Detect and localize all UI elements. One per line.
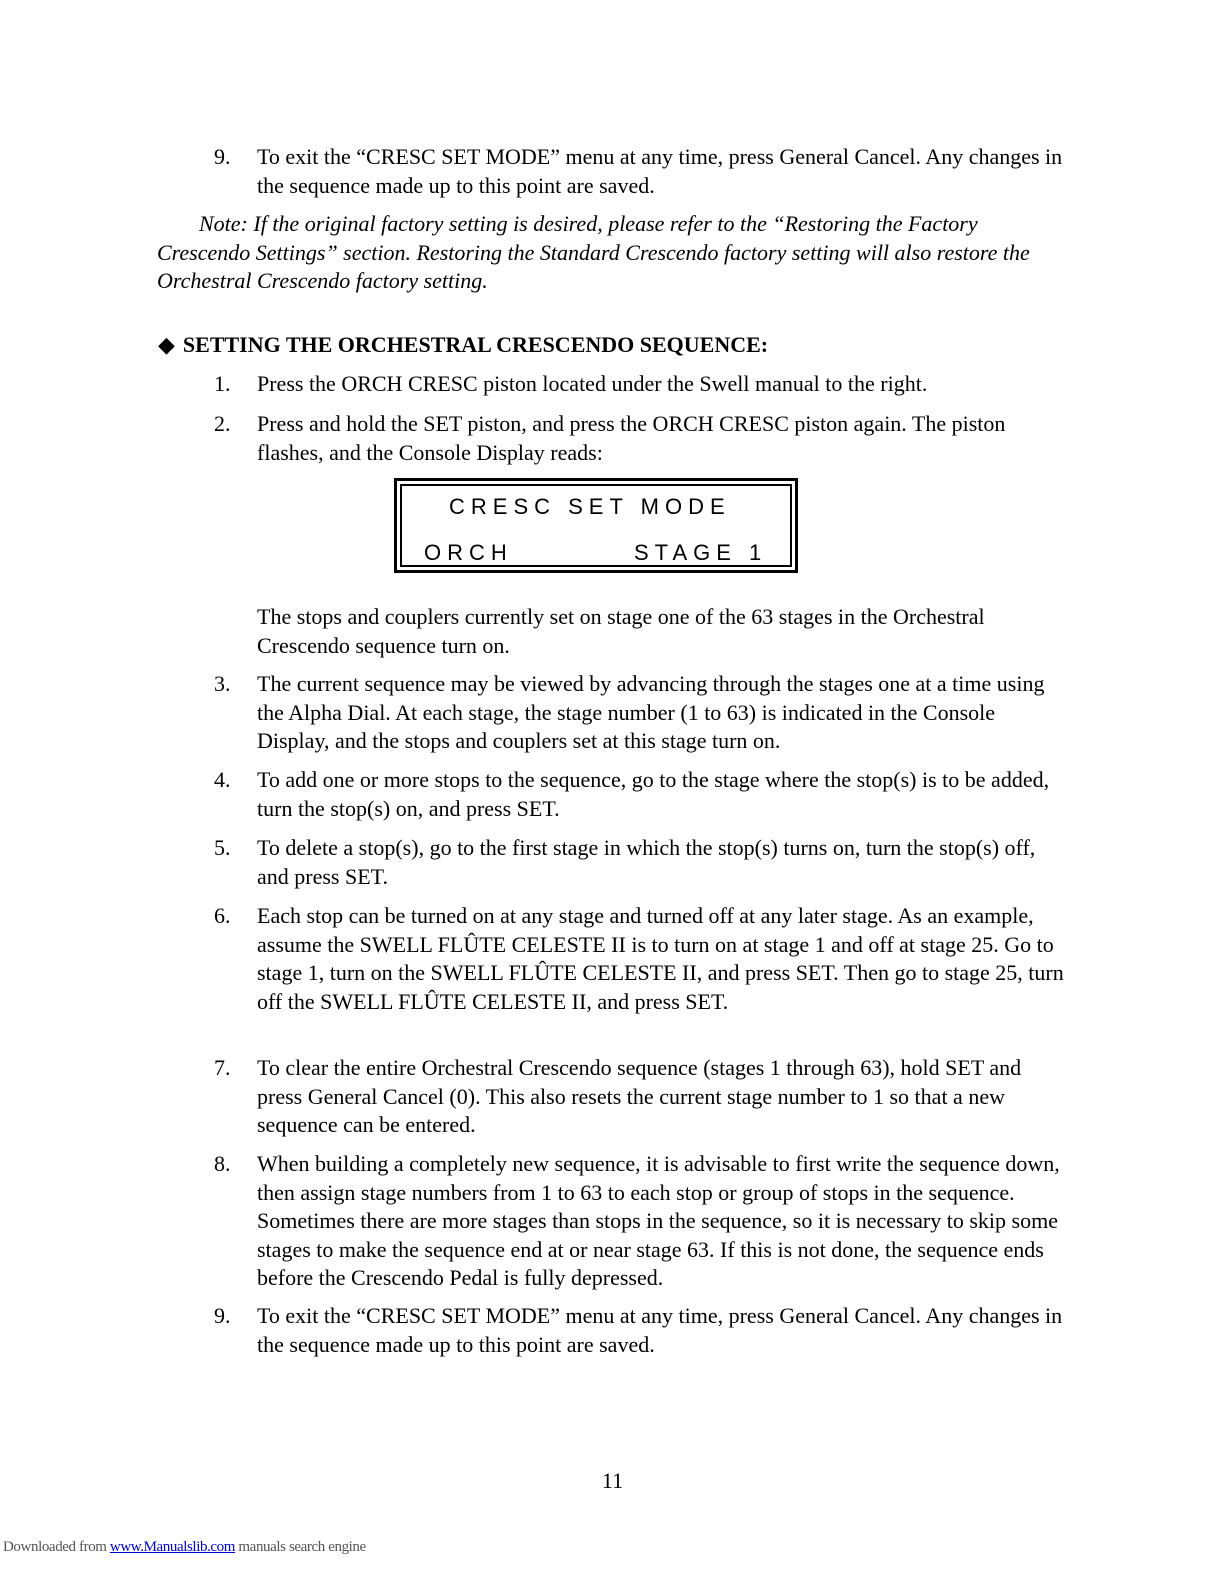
step-number: 7.	[214, 1055, 231, 1080]
step-text: To exit the “CRESC SET MODE” menu at any time, press General Cancel. Any changes in the sequence made up to this point are saved.	[257, 1303, 1063, 1357]
footer-prefix: Downloaded from	[3, 1539, 110, 1555]
step-text: The current sequence may be viewed by advancing through the stages one at a time using the Alpha Dial. At each stage, the stage number (1 to 63) is indicated in the Console Display, and the stops and couplers set at this stage turn on.	[257, 671, 1045, 753]
step-6	[214, 902, 1064, 1016]
step-2	[214, 410, 1064, 467]
step-9	[214, 1302, 1064, 1359]
section-heading	[158, 330, 768, 360]
step-3	[214, 670, 1064, 756]
step-number: 2.	[214, 411, 231, 436]
step-8	[214, 1150, 1064, 1293]
step-number: 9.	[214, 144, 231, 169]
step-number: 5.	[214, 835, 231, 860]
top-step-9	[214, 143, 1064, 200]
display-line-2-left: ORCH	[424, 540, 513, 565]
step-number: 6.	[214, 903, 231, 928]
step-number: 3.	[214, 671, 231, 696]
manualslib-link[interactable]: www.Manualslib.com	[109, 1539, 236, 1555]
step-text: Each stop can be turned on at any stage and turned off at any later stage. As an example, assume the SWELL FLÛTE CELESTE II is to turn on at stage 1 and off at stage 25. Go to stage 1, turn on the SWELL FLÛTE CELESTE II, and press SET. Then go to stage 25, turn off the SWELL FLÛTE CELESTE II, and press SET.	[257, 903, 1064, 1014]
step-1	[214, 370, 1064, 399]
display-line-1: CRESC SET MODE	[449, 494, 731, 519]
page-number: 11	[601, 1468, 624, 1493]
display-line-2-right: STAGE 1	[634, 540, 768, 565]
console-display	[394, 478, 798, 573]
step-text: To exit the “CRESC SET MODE” menu at any time, press General Cancel. Any changes in the sequence made up to this point are saved.	[257, 144, 1063, 198]
step-number: 1.	[214, 371, 231, 396]
section-heading-text: SETTING THE ORCHESTRAL CRESCENDO SEQUENCE:	[182, 332, 769, 357]
step-text: Press the ORCH CRESC piston located under the Swell manual to the right.	[257, 371, 928, 396]
footer-suffix: manuals search engine	[235, 1539, 366, 1555]
step-text: When building a completely new sequence, it is advisable to first write the sequence down, then assign stage numbers from 1 to 63 to each stop or group of stops in the sequence. Sometimes there are more stages than stops in the sequence, so it is necessary to skip some stages to make the sequence end at or near stage 63. If this is not done, the sequence ends before the Crescendo Pedal is fully depressed.	[257, 1151, 1060, 1290]
step-text: To delete a stop(s), go to the first stage in which the stop(s) turns on, turn the stop(s) off, and press SET.	[257, 835, 1036, 889]
console-display-screen	[400, 484, 792, 567]
download-footer	[3, 1539, 366, 1556]
step-7	[214, 1054, 1064, 1140]
diamond-bullet-icon: ◆	[158, 332, 175, 357]
step-text: Press and hold the SET piston, and press the ORCH CRESC piston again. The piston flashes, and the Console Display reads:	[257, 411, 1006, 465]
step-number: 4.	[214, 767, 231, 792]
display-explanation: The stops and couplers currently set on stage one of the 63 stages in the Orchestral Crescendo sequence turn on.	[257, 604, 985, 658]
step-4	[214, 766, 1064, 823]
step-text: To add one or more stops to the sequence, go to the stage where the stop(s) is to be added, turn the stop(s) on, and press SET.	[257, 767, 1050, 821]
step-number: 8.	[214, 1151, 231, 1176]
step-text: To clear the entire Orchestral Crescendo sequence (stages 1 through 63), hold SET and press General Cancel (0). This also resets the current stage number to 1 so that a new sequence can be entered.	[257, 1055, 1022, 1137]
step-number: 9.	[214, 1303, 231, 1328]
factory-setting-note: Note: If the original factory setting is desired, please refer to the “Restoring the Factory Crescendo Settings” section. Restoring the Standard Crescendo factory setting will also restore the Orchestral Crescendo factory setting.	[157, 211, 1030, 293]
step-5	[214, 834, 1064, 891]
